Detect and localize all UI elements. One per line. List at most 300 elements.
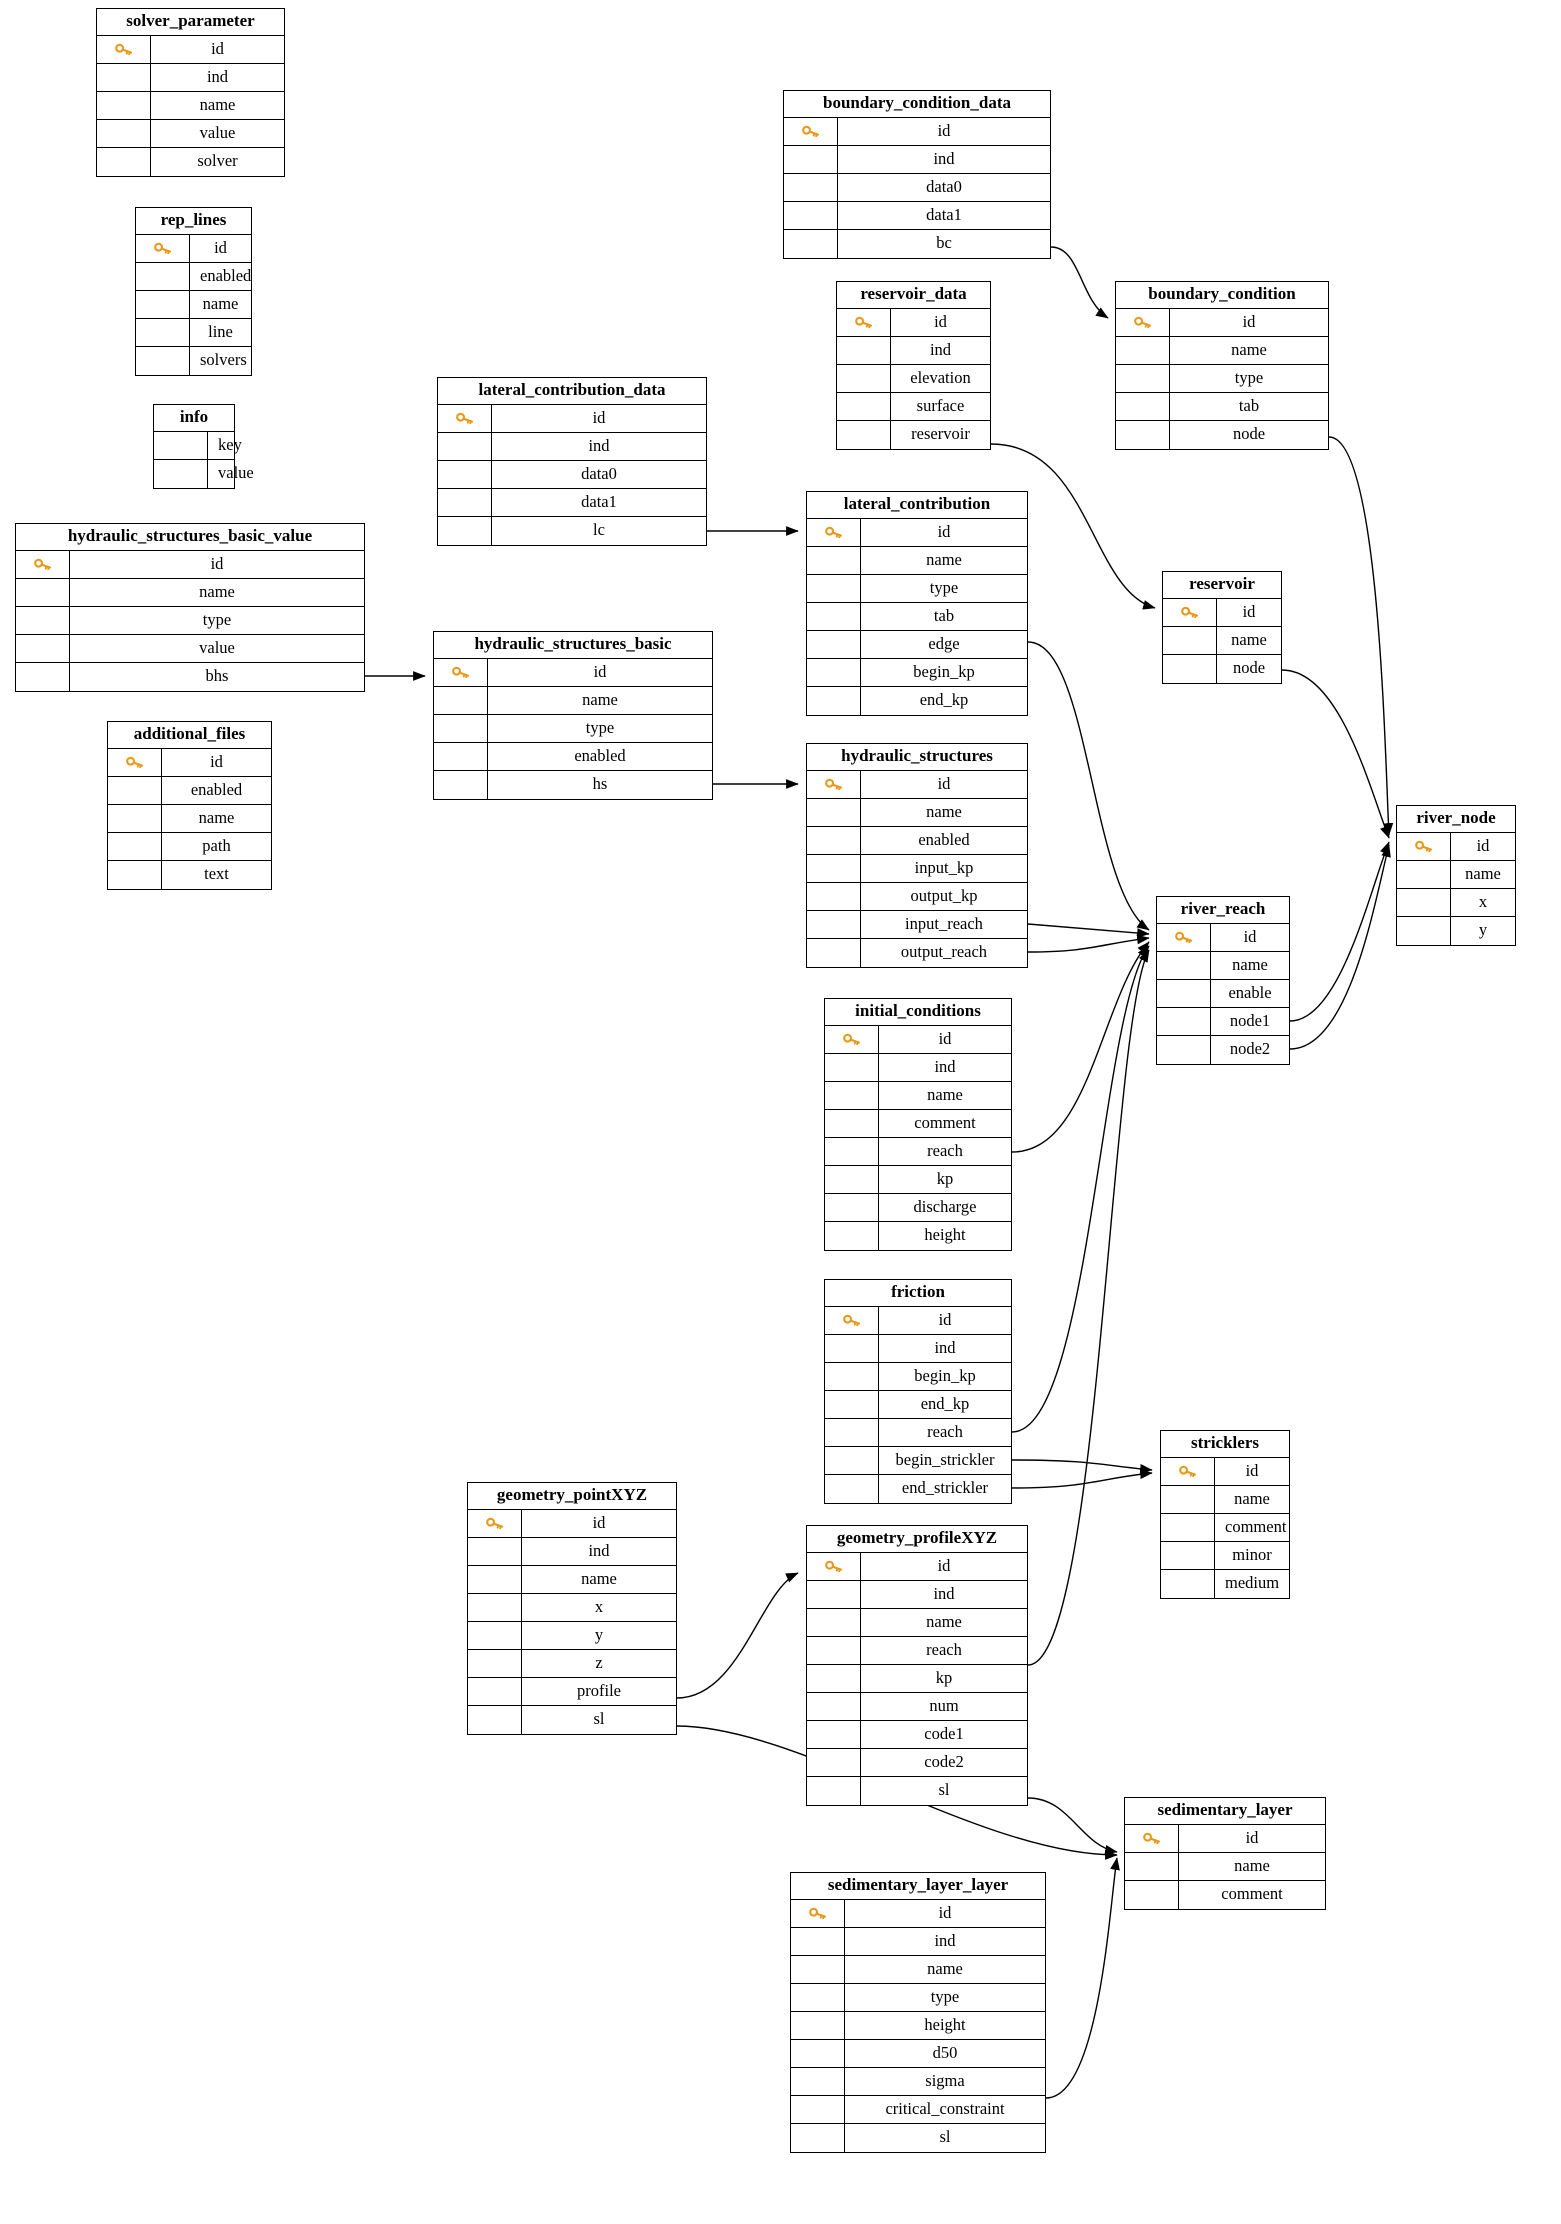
attribute-row[interactable] — [1157, 924, 1289, 952]
attribute-name: y — [1478, 920, 1488, 940]
attribute-row[interactable] — [807, 799, 1027, 827]
attribute-key-cell — [791, 1984, 845, 2011]
attribute-row[interactable] — [16, 607, 364, 635]
attribute-row[interactable] — [136, 291, 251, 319]
entity-title: additional_files — [108, 722, 271, 749]
attribute-row[interactable] — [468, 1566, 676, 1594]
attribute-name: ind — [934, 1337, 956, 1357]
attribute-row[interactable] — [136, 319, 251, 347]
attribute-key-cell — [16, 579, 70, 606]
attribute-row[interactable] — [434, 659, 712, 687]
attribute-row[interactable] — [837, 365, 990, 393]
attribute-name: data1 — [581, 491, 617, 511]
attribute-name: sigma — [925, 2070, 965, 2090]
attribute-name: comment — [1221, 1884, 1283, 1904]
attribute-row[interactable] — [16, 663, 364, 691]
attribute-row[interactable] — [807, 1553, 1027, 1581]
attribute-row[interactable] — [807, 1665, 1027, 1693]
attribute-name: id — [1245, 1827, 1259, 1847]
attribute-key-cell — [825, 1391, 879, 1418]
attribute-row[interactable] — [807, 1693, 1027, 1721]
relation-edge — [677, 1573, 798, 1698]
entity-title: sedimentary_layer — [1125, 1798, 1325, 1825]
attribute-key-cell — [434, 715, 488, 742]
attribute-name: critical_constraint — [885, 2098, 1005, 2118]
attribute-name: enable — [1228, 982, 1272, 1002]
entity-table-info[interactable] — [153, 404, 254, 489]
attribute-row[interactable] — [154, 432, 242, 460]
attribute-row[interactable] — [791, 2096, 1045, 2124]
primary-key-icon — [791, 1900, 845, 1927]
attribute-name: line — [208, 321, 233, 341]
entity-table-hydraulic_structures_basic_value[interactable] — [15, 523, 365, 692]
primary-key-icon — [825, 1026, 879, 1053]
attribute-row[interactable] — [791, 1928, 1045, 1956]
attribute-name: input_kp — [914, 857, 974, 877]
entity-table-geometry_pointXYZ[interactable] — [467, 1482, 677, 1735]
attribute-name: name — [1234, 1855, 1270, 1875]
attribute-row[interactable] — [468, 1538, 676, 1566]
attribute-name: height — [924, 2014, 966, 2034]
attribute-row[interactable] — [434, 743, 712, 771]
attribute-name: kp — [935, 1667, 953, 1687]
attribute-name: enabled — [190, 779, 243, 799]
attribute-row[interactable] — [807, 883, 1027, 911]
attribute-row[interactable] — [108, 833, 271, 861]
attribute-row[interactable] — [825, 1082, 1011, 1110]
attribute-row[interactable] — [825, 1110, 1011, 1138]
primary-key-icon — [468, 1510, 522, 1537]
attribute-key-cell — [1125, 1853, 1179, 1880]
attribute-row[interactable] — [108, 749, 271, 777]
attribute-name: path — [202, 835, 231, 855]
attribute-name: enabled — [574, 745, 626, 765]
attribute-name: type — [929, 577, 959, 597]
attribute-name: value — [199, 122, 236, 142]
attribute-row[interactable] — [1157, 1036, 1289, 1064]
primary-key-icon — [438, 405, 492, 432]
attribute-row[interactable] — [1163, 599, 1281, 627]
attribute-row[interactable] — [1157, 980, 1289, 1008]
attribute-name: id — [937, 773, 951, 793]
attribute-row[interactable] — [1125, 1825, 1325, 1853]
attribute-key-cell — [1116, 421, 1170, 449]
attribute-name: id — [210, 553, 224, 573]
attribute-key-cell — [1397, 917, 1451, 945]
attribute-row[interactable] — [791, 1984, 1045, 2012]
attribute-key-cell — [154, 460, 208, 488]
attribute-row[interactable] — [807, 911, 1027, 939]
attribute-name: value — [218, 463, 254, 483]
attribute-row[interactable] — [791, 2068, 1045, 2096]
attribute-key-cell — [97, 92, 151, 119]
entity-title: stricklers — [1161, 1431, 1289, 1458]
entity-table-stricklers[interactable] — [1160, 1430, 1290, 1599]
attribute-key-cell — [807, 1693, 861, 1720]
entity-title: hydraulic_structures_basic_value — [16, 524, 364, 551]
entity-table-solver_parameter[interactable] — [96, 8, 285, 177]
attribute-name: code2 — [924, 1751, 964, 1771]
attribute-name: end_strickler — [901, 1478, 989, 1498]
primary-key-icon — [807, 771, 861, 798]
attribute-name: name — [1232, 954, 1268, 974]
attribute-name: comment — [1225, 1516, 1287, 1536]
attribute-key-cell — [468, 1594, 522, 1621]
entity-table-sedimentary_layer[interactable] — [1124, 1797, 1326, 1910]
attribute-key-cell — [1163, 655, 1217, 683]
attribute-row[interactable] — [807, 659, 1027, 687]
attribute-key-cell — [825, 1110, 879, 1137]
attribute-row[interactable] — [791, 1956, 1045, 1984]
attribute-name: reach — [926, 1639, 962, 1659]
attribute-row[interactable] — [807, 771, 1027, 799]
entity-title: lateral_contribution — [807, 492, 1027, 519]
entity-table-boundary_condition[interactable] — [1115, 281, 1329, 450]
attribute-row[interactable] — [807, 1609, 1027, 1637]
attribute-row[interactable] — [1161, 1458, 1289, 1486]
attribute-row[interactable] — [1116, 337, 1328, 365]
attribute-row[interactable] — [807, 1777, 1027, 1805]
entity-table-hydraulic_structures_basic[interactable] — [433, 631, 713, 800]
attribute-row[interactable] — [97, 64, 284, 92]
attribute-name: discharge — [913, 1196, 977, 1216]
primary-key-icon — [807, 1553, 861, 1580]
attribute-row[interactable] — [108, 805, 271, 833]
primary-key-icon — [1163, 599, 1217, 626]
attribute-name: id — [1242, 311, 1256, 331]
attribute-row[interactable] — [1161, 1570, 1289, 1598]
attribute-key-cell — [807, 631, 861, 658]
entity-table-lateral_contribution[interactable] — [806, 491, 1028, 716]
attribute-row[interactable] — [825, 1166, 1011, 1194]
attribute-key-cell — [807, 1665, 861, 1692]
attribute-name: name — [1465, 863, 1501, 883]
attribute-row[interactable] — [438, 489, 706, 517]
attribute-row[interactable] — [825, 1026, 1011, 1054]
attribute-row[interactable] — [807, 687, 1027, 715]
entity-table-river_node[interactable] — [1396, 805, 1516, 946]
entity-table-reservoir_data[interactable] — [836, 281, 991, 450]
attribute-name: bhs — [205, 666, 229, 686]
entity-title: rep_lines — [136, 208, 251, 235]
attribute-key-cell — [1116, 337, 1170, 364]
attribute-name: ind — [933, 1583, 955, 1603]
attribute-name: reach — [927, 1140, 963, 1160]
attribute-name: id — [1245, 1460, 1259, 1480]
attribute-row[interactable] — [784, 146, 1050, 174]
attribute-row[interactable] — [1397, 861, 1515, 889]
attribute-row[interactable] — [807, 1749, 1027, 1777]
attribute-row[interactable] — [825, 1307, 1011, 1335]
attribute-key-cell — [825, 1194, 879, 1221]
attribute-row[interactable] — [807, 1581, 1027, 1609]
attribute-row[interactable] — [97, 120, 284, 148]
attribute-row[interactable] — [807, 603, 1027, 631]
primary-key-icon — [1157, 924, 1211, 951]
attribute-key-cell — [1163, 627, 1217, 654]
attribute-name: lc — [593, 520, 605, 540]
attribute-name: id — [1476, 835, 1490, 855]
entity-table-geometry_profileXYZ[interactable] — [806, 1525, 1028, 1806]
attribute-name: text — [204, 864, 229, 884]
entity-title: boundary_condition_data — [784, 91, 1050, 118]
attribute-row[interactable] — [791, 2040, 1045, 2068]
entity-title: friction — [825, 1280, 1011, 1307]
attribute-row[interactable] — [825, 1363, 1011, 1391]
attribute-row[interactable] — [1161, 1542, 1289, 1570]
primary-key-icon — [825, 1307, 879, 1334]
attribute-key-cell — [791, 2124, 845, 2152]
attribute-row[interactable] — [97, 92, 284, 120]
attribute-key-cell — [1157, 952, 1211, 979]
attribute-row[interactable] — [784, 230, 1050, 258]
attribute-name: key — [218, 434, 242, 454]
attribute-row[interactable] — [108, 777, 271, 805]
attribute-row[interactable] — [825, 1419, 1011, 1447]
attribute-row[interactable] — [807, 575, 1027, 603]
attribute-key-cell — [468, 1538, 522, 1565]
attribute-row[interactable] — [825, 1475, 1011, 1503]
attribute-name: id — [210, 751, 223, 771]
attribute-key-cell — [434, 743, 488, 770]
primary-key-icon — [136, 235, 190, 262]
attribute-row[interactable] — [434, 771, 712, 799]
entity-title: river_reach — [1157, 897, 1289, 924]
entity-table-river_reach[interactable] — [1156, 896, 1290, 1065]
attribute-row[interactable] — [438, 517, 706, 545]
entity-title: hydraulic_structures — [807, 744, 1027, 771]
attribute-row[interactable] — [16, 551, 364, 579]
entity-table-boundary_condition_data[interactable] — [783, 90, 1051, 259]
attribute-name: name — [926, 1611, 962, 1631]
attribute-key-cell — [136, 263, 190, 290]
attribute-key-cell — [1157, 1008, 1211, 1035]
attribute-name: enabled — [918, 829, 970, 849]
primary-key-icon — [1397, 833, 1451, 860]
attribute-name: id — [214, 237, 227, 257]
attribute-name: ind — [588, 435, 610, 455]
attribute-row[interactable] — [825, 1054, 1011, 1082]
attribute-name: id — [937, 120, 951, 140]
attribute-row[interactable] — [825, 1335, 1011, 1363]
attribute-name: minor — [1232, 1544, 1272, 1564]
attribute-row[interactable] — [97, 36, 284, 64]
attribute-name: begin_strickler — [895, 1449, 995, 1469]
attribute-name: output_reach — [900, 942, 988, 962]
attribute-name: end_kp — [919, 690, 969, 710]
attribute-row[interactable] — [468, 1678, 676, 1706]
entity-table-reservoir[interactable] — [1162, 571, 1282, 684]
attribute-row[interactable] — [807, 939, 1027, 967]
attribute-name: begin_kp — [914, 1365, 976, 1385]
attribute-key-cell — [1116, 365, 1170, 392]
attribute-row[interactable] — [807, 631, 1027, 659]
attribute-key-cell — [468, 1706, 522, 1734]
attribute-name: z — [595, 1652, 603, 1672]
attribute-name: num — [929, 1695, 959, 1715]
attribute-row[interactable] — [1161, 1486, 1289, 1514]
relation-edge — [1290, 842, 1389, 1021]
attribute-key-cell — [825, 1082, 879, 1109]
attribute-name: id — [934, 311, 947, 331]
entity-table-lateral_contribution_data[interactable] — [437, 377, 707, 546]
attribute-row[interactable] — [16, 579, 364, 607]
attribute-row[interactable] — [1163, 627, 1281, 655]
attribute-name: ind — [934, 1056, 956, 1076]
attribute-row[interactable] — [807, 827, 1027, 855]
attribute-row[interactable] — [136, 347, 251, 375]
attribute-row[interactable] — [468, 1510, 676, 1538]
attribute-row[interactable] — [1116, 421, 1328, 449]
attribute-row[interactable] — [791, 1900, 1045, 1928]
entity-title: river_node — [1397, 806, 1515, 833]
attribute-key-cell — [807, 1637, 861, 1664]
attribute-row[interactable] — [108, 861, 271, 889]
attribute-row[interactable] — [1161, 1514, 1289, 1542]
attribute-row[interactable] — [837, 393, 990, 421]
attribute-key-cell — [136, 291, 190, 318]
relation-edge — [1028, 642, 1149, 930]
attribute-key-cell — [825, 1138, 879, 1165]
entity-table-sedimentary_layer_layer[interactable] — [790, 1872, 1046, 2153]
attribute-row[interactable] — [807, 855, 1027, 883]
attribute-row[interactable] — [1163, 655, 1281, 683]
attribute-key-cell — [807, 603, 861, 630]
entity-table-initial_conditions[interactable] — [824, 998, 1012, 1251]
attribute-name: medium — [1225, 1573, 1280, 1593]
attribute-row[interactable] — [136, 235, 251, 263]
attribute-key-cell — [154, 432, 208, 459]
attribute-key-cell — [1397, 861, 1451, 888]
attribute-name: name — [926, 801, 962, 821]
relation-edge — [1028, 1798, 1117, 1852]
attribute-row[interactable] — [1125, 1853, 1325, 1881]
attribute-key-cell — [108, 805, 162, 832]
entity-table-additional_files[interactable] — [107, 721, 272, 890]
attribute-row[interactable] — [784, 118, 1050, 146]
entity-table-rep_lines[interactable] — [135, 207, 252, 376]
attribute-row[interactable] — [791, 2124, 1045, 2152]
entity-title: solver_parameter — [97, 9, 284, 36]
attribute-row[interactable] — [468, 1594, 676, 1622]
attribute-row[interactable] — [438, 433, 706, 461]
attribute-row[interactable] — [825, 1222, 1011, 1250]
attribute-row[interactable] — [1125, 1881, 1325, 1909]
relation-edge — [1012, 1460, 1152, 1470]
attribute-row[interactable] — [784, 202, 1050, 230]
attribute-row[interactable] — [784, 174, 1050, 202]
attribute-name: id — [938, 1028, 952, 1048]
relation-edge — [1028, 938, 1149, 952]
entity-table-friction[interactable] — [824, 1279, 1012, 1504]
attribute-row[interactable] — [1116, 365, 1328, 393]
attribute-row[interactable] — [825, 1391, 1011, 1419]
attribute-key-cell — [825, 1419, 879, 1446]
attribute-key-cell — [1161, 1542, 1215, 1569]
primary-key-icon — [1161, 1458, 1215, 1485]
attribute-name: name — [202, 293, 239, 313]
attribute-row[interactable] — [434, 715, 712, 743]
attribute-key-cell — [97, 148, 151, 176]
attribute-name: enabled — [200, 265, 252, 285]
entity-title: info — [154, 405, 234, 432]
attribute-key-cell — [791, 2068, 845, 2095]
attribute-name: id — [938, 1902, 952, 1922]
entity-title: hydraulic_structures_basic — [434, 632, 712, 659]
attribute-row[interactable] — [807, 519, 1027, 547]
entity-table-hydraulic_structures[interactable] — [806, 743, 1028, 968]
attribute-name: name — [199, 581, 235, 601]
attribute-row[interactable] — [791, 2012, 1045, 2040]
attribute-key-cell — [825, 1166, 879, 1193]
attribute-row[interactable] — [825, 1138, 1011, 1166]
attribute-key-cell — [108, 861, 162, 889]
attribute-row[interactable] — [837, 421, 990, 449]
attribute-name: name — [199, 94, 236, 114]
attribute-row[interactable] — [468, 1650, 676, 1678]
attribute-key-cell — [807, 883, 861, 910]
attribute-row[interactable] — [825, 1194, 1011, 1222]
attribute-name: solver — [197, 151, 238, 171]
attribute-row[interactable] — [468, 1706, 676, 1734]
attribute-name: profile — [577, 1680, 621, 1700]
relation-edge — [1046, 1858, 1117, 2098]
attribute-row[interactable] — [1397, 917, 1515, 945]
attribute-row[interactable] — [136, 263, 251, 291]
attribute-key-cell — [97, 64, 151, 91]
attribute-name: y — [594, 1624, 604, 1644]
attribute-key-cell — [791, 1928, 845, 1955]
attribute-name: name — [581, 1568, 617, 1588]
attribute-key-cell — [807, 1721, 861, 1748]
attribute-row[interactable] — [1157, 1008, 1289, 1036]
attribute-row[interactable] — [1157, 952, 1289, 980]
attribute-key-cell — [434, 771, 488, 799]
attribute-row[interactable] — [837, 337, 990, 365]
attribute-row[interactable] — [807, 1721, 1027, 1749]
attribute-row[interactable] — [154, 460, 254, 488]
attribute-row[interactable] — [434, 687, 712, 715]
attribute-key-cell — [791, 1956, 845, 1983]
attribute-name: name — [1234, 1488, 1270, 1508]
attribute-key-cell — [837, 365, 891, 392]
attribute-key-cell — [784, 146, 838, 173]
attribute-row[interactable] — [1116, 393, 1328, 421]
attribute-name: type — [585, 717, 615, 737]
attribute-name: data0 — [581, 463, 617, 483]
attribute-row[interactable] — [438, 461, 706, 489]
attribute-row[interactable] — [807, 547, 1027, 575]
attribute-name: sl — [593, 1709, 605, 1729]
attribute-row[interactable] — [837, 309, 990, 337]
attribute-row[interactable] — [16, 635, 364, 663]
attribute-row[interactable] — [1397, 833, 1515, 861]
attribute-row[interactable] — [438, 405, 706, 433]
attribute-key-cell — [825, 1054, 879, 1081]
attribute-row[interactable] — [1116, 309, 1328, 337]
attribute-row[interactable] — [468, 1622, 676, 1650]
attribute-row[interactable] — [97, 148, 284, 176]
attribute-name: name — [1231, 629, 1267, 649]
attribute-row[interactable] — [807, 1637, 1027, 1665]
attribute-row[interactable] — [825, 1447, 1011, 1475]
attribute-row[interactable] — [1397, 889, 1515, 917]
relation-edge — [1012, 946, 1149, 1432]
entity-title: geometry_profileXYZ — [807, 1526, 1027, 1553]
attribute-name: node1 — [1229, 1010, 1271, 1030]
attribute-name: id — [1242, 601, 1256, 621]
relation-edge — [1329, 437, 1389, 835]
